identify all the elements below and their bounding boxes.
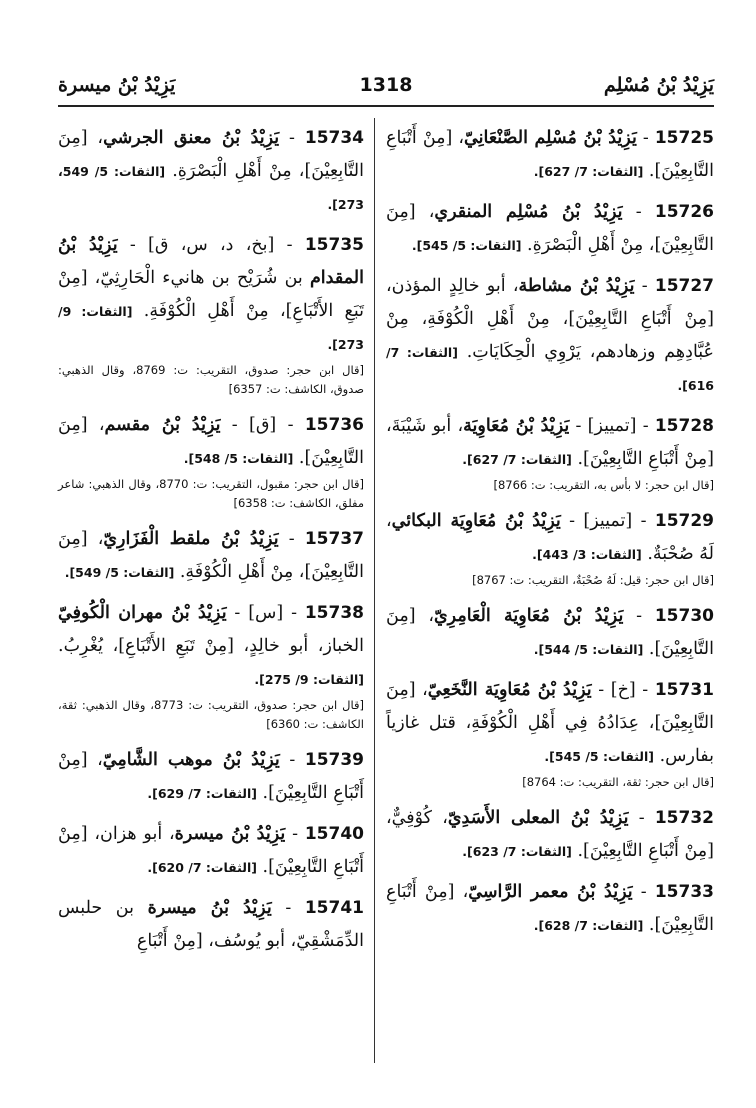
entry-number: 15735 — [304, 235, 364, 255]
entry-number: 15727 — [654, 276, 715, 296]
entry-text: ، أبو هزان، [مِنْ أَتْبَاعِ التَّابِعِيْنَ]. — [58, 824, 364, 877]
entry-name: يَزِيْدُ بْنُ مقسم — [104, 415, 221, 435]
entry-source: [الثقات: 7/ 627]. — [462, 452, 572, 467]
entry-separator: - — [632, 882, 655, 902]
page-header — [58, 74, 714, 102]
entry-separator: - — [279, 750, 305, 770]
entry — [386, 876, 714, 942]
entry — [386, 410, 714, 476]
entry-note — [58, 221, 364, 229]
entry-separator: - — [632, 511, 655, 531]
running-title-right: يَزِيْدُ بْنُ مُسْلِم — [603, 74, 714, 96]
entry-separator: - — [278, 529, 305, 549]
entry — [386, 802, 714, 868]
entry-note — [58, 810, 364, 818]
entry-text: ، كُوْفِيٌّ، [مِنْ أَتْبَاعِ التَّابِعِيْنَ]. — [386, 808, 714, 861]
entry-source: [الثقات: 9/ 275]. — [254, 672, 364, 687]
entry-number: 15741 — [304, 898, 364, 918]
entry-note — [386, 666, 714, 674]
entry-name: يَزِيْدُ بْنُ مشاطة — [518, 276, 635, 296]
entry-number: 15731 — [654, 680, 714, 700]
entry — [386, 122, 714, 188]
entry — [386, 270, 714, 402]
entry-note: [قال ابن حجر: صدوق، التقريب: ت: 8769، وقال الذهبي: صدوق، الكاشف: ت: 6357] — [58, 363, 364, 396]
entry-note — [386, 262, 714, 270]
entry-number: 15737 — [304, 529, 364, 549]
entry-name: يَزِيْدُ بْنُ مُسْلِم الصَّنْعَانِيّ — [464, 128, 637, 148]
entry-number: 15738 — [304, 603, 364, 623]
entry-text: ، لَهُ صُحْبَةٌ. — [386, 511, 714, 564]
entry-number: 15736 — [304, 415, 364, 435]
entry — [58, 818, 364, 884]
entry-text: ، [مِنْ أَتْبَاعِ التَّابِعِيْنَ]. — [58, 750, 364, 803]
entry-name: يَزِيْدُ بْنُ المعلى الأَسَدِيّ — [447, 808, 629, 828]
entry — [386, 505, 714, 571]
entry — [58, 409, 364, 475]
entry-separator: - — [271, 898, 305, 918]
entry-text: ، [مِنَ التَّابِعِيْنَ]. — [386, 606, 714, 659]
entry-source: [الثقات: 7/ 623]. — [462, 844, 572, 859]
entry-name: يَزِيْدُ بْنُ ميسرة — [174, 824, 286, 844]
entry-text: ، [مِنْ أَتْبَاعِ التَّابِعِيْنَ]. — [386, 882, 714, 935]
entry — [58, 892, 364, 958]
entry — [58, 523, 364, 589]
entry-name: يَزِيْدُ بْنُ مُعَاوِيَة البكائي — [391, 511, 561, 531]
entry-note: [قال ابن حجر: ثقة، التقريب: ت: 8764] — [522, 775, 714, 789]
entry-text: ، [مِنَ التَّابِعِيْنَ]، مِنْ أَهْلِ الْبَصْرَةِ. — [386, 202, 714, 255]
entry-separator: - — [279, 128, 305, 148]
entry-tag: [بخ، د، س، ق] - — [117, 235, 275, 255]
column-divider — [374, 118, 375, 1063]
entry-note — [58, 589, 364, 597]
entry-note — [386, 942, 714, 950]
header-rule — [58, 105, 714, 107]
entry-number: 15725 — [654, 128, 714, 148]
entry-separator: - — [636, 416, 655, 436]
entry-number: 15733 — [654, 882, 714, 902]
entry — [386, 674, 714, 773]
entry-separator: - — [276, 415, 305, 435]
entry-name: يَزِيْدُ بْنُ معمر الرَّاسِيّ — [468, 882, 633, 902]
page-number: 1318 — [359, 74, 413, 96]
entry-text: ، أبو شَيْبَةَ، [مِنْ أَتْبَاعِ التَّابِعِيْنَ]. — [386, 416, 714, 469]
entry-source: [الثقات: 7/ 629]. — [147, 786, 257, 801]
entry-text: ، [مِنَ التَّابِعِيْنَ]، عِدَادُهُ فِي أَهْلِ الْكُوْفَةِ، قتل غازياً بفارس. — [386, 680, 714, 766]
entry-separator: - — [636, 128, 655, 148]
entry-number: 15732 — [654, 808, 714, 828]
entry-text: ، [مِنَ التَّابِعِيْنَ]، مِنْ أَهْلِ الْبَصْرَةِ. — [58, 128, 364, 181]
entry — [58, 744, 364, 810]
entry-source: [الثقات: 3/ 443]. — [532, 547, 642, 562]
entry-source: [الثقات: 5/ 544]. — [533, 642, 644, 657]
entry-name: يَزِيْدُ بْنُ ميسرة — [147, 898, 272, 918]
entry-text: ، [مِنْ أَتْبَاعِ التَّابِعِيْنَ]. — [386, 128, 714, 181]
entry-source: [الثقات: 5/ 545]. — [411, 238, 522, 253]
entry-number: 15728 — [654, 416, 714, 436]
entry-tag: [تمييز] - — [560, 511, 633, 531]
right-column — [386, 122, 714, 950]
entry — [58, 597, 364, 696]
entry-tag: [ق] - — [220, 415, 277, 435]
entry-note — [386, 188, 714, 196]
entry — [386, 600, 714, 666]
entry — [386, 196, 714, 262]
left-column — [58, 122, 364, 966]
entry-source: [الثقات: 5/ 549، 273]. — [58, 164, 364, 212]
entry-number: 15730 — [654, 606, 714, 626]
entry-name: يَزِيْدُ بْنُ معنق الجرشي — [103, 128, 280, 148]
entry-text: ، أبو خالِدٍ المؤذن، [مِنْ أَتْبَاعِ التَّابِعِيْنَ]، مِنْ أَهْلِ الْكُوْفَةِ، مِنْ عُبَّادِهِم وزهادهم، يَرْوِي الْحِكَايَاتِ. — [386, 276, 715, 362]
entry-number: 15729 — [654, 511, 715, 531]
running-title-left: يَزِيْدُ بْنُ ميسرة — [58, 74, 176, 96]
entry-separator: - — [634, 276, 655, 296]
entry-name: يَزِيْدُ بْنُ مهران الْكُوفِيّ — [58, 603, 227, 623]
entry-number: 15740 — [304, 824, 364, 844]
entry-tag: [خ] - — [591, 680, 636, 700]
entry-source: [الثقات: 5/ 549]. — [64, 565, 175, 580]
entry-note — [58, 958, 364, 966]
entry-separator: - — [283, 603, 305, 623]
entry-name: يَزِيْدُ بْنُ موهب الشَّامِيّ — [102, 750, 280, 770]
entry-note — [386, 868, 714, 876]
entry-note — [386, 402, 714, 410]
entry-separator: - — [285, 824, 305, 844]
entry-separator: - — [622, 202, 655, 222]
entry-note — [58, 884, 364, 892]
entry-name: يَزِيْدُ بْنُ مُعَاوِيَة — [463, 416, 570, 436]
entry-name: يَزِيْدُ بْنُ المقدام — [58, 235, 364, 288]
entry — [58, 229, 364, 361]
entry-text: الخباز، أبو خالِدٍ، [مِنْ تَبَعِ الأَتْبَاعِ]، يُغْرِبُ. — [58, 636, 364, 656]
entry-tag: [س] - — [226, 603, 284, 623]
entry-name: يَزِيْدُ بْنُ مُسْلِم المنقري — [434, 202, 623, 222]
entry-text: ، [مِنَ التَّابِعِيْنَ]، مِنْ أَهْلِ الْكُوْفَةِ. — [58, 529, 364, 582]
entry-number: 15726 — [654, 202, 715, 222]
entry-name: يَزِيْدُ بْنُ مُعَاوِيَة النَّخَعِيّ — [427, 680, 592, 700]
entry-separator: - — [628, 808, 655, 828]
entry-source: [الثقات: 9/ 273]. — [58, 304, 364, 352]
entry-note: [قال ابن حجر: صدوق، التقريب: ت: 8773، وقال الذهبي: ثقة، الكاشف: ت: 6360] — [58, 698, 364, 731]
entry-note: [قال ابن حجر: قيل: لَهُ صُحْبَةٌ، التقريب: ت: 8767] — [472, 573, 714, 587]
entry-note: [قال ابن حجر: لا بأس به، التقريب: ت: 8766] — [493, 478, 714, 492]
entry-source: [الثقات: 5/ 548]. — [183, 451, 294, 466]
entry-source: [الثقات: 7/ 620]. — [147, 860, 257, 875]
entry-source: [الثقات: 7/ 616]. — [386, 345, 714, 393]
entry-separator: - — [623, 606, 655, 626]
entry-separator: - — [635, 680, 655, 700]
entry-source: [الثقات: 5/ 545]. — [544, 749, 654, 764]
entry-number: 15734 — [304, 128, 365, 148]
entry — [58, 122, 364, 221]
entry-note: [قال ابن حجر: مقبول، التقريب: ت: 8770، وقال الذهبي: شاعر مفلق، الكاشف: ت: 6358] — [58, 477, 364, 510]
entry-name: يَزِيْدُ بْنُ مُعَاوِيَة الْعَامِرِيّ — [433, 606, 624, 626]
entry-name: يَزِيْدُ بْنُ ملقط الْفَزَارِيّ — [103, 529, 279, 549]
entry-text: ، [مِنَ التَّابِعِيْنَ]. — [58, 415, 364, 468]
entry-source: [الثقات: 7/ 627]. — [533, 164, 644, 179]
entry-number: 15739 — [304, 750, 365, 770]
entry-text: بن حلبس الدِّمَشْقِيّ، أبو يُوسُف، [مِنْ أَتْبَاعِ — [58, 898, 364, 951]
entry-source: [الثقات: 7/ 628]. — [533, 918, 644, 933]
entry-text: بن شُرَيْح بن هانيء الْحَارِثِيّ، [مِنْ تَبَعِ الأَتْبَاعِ]، مِنْ أَهْلِ الْكُوْفَةِ. — [58, 268, 364, 321]
entry-tag: [تمييز] - — [569, 416, 637, 436]
entry-separator: - — [274, 235, 305, 255]
